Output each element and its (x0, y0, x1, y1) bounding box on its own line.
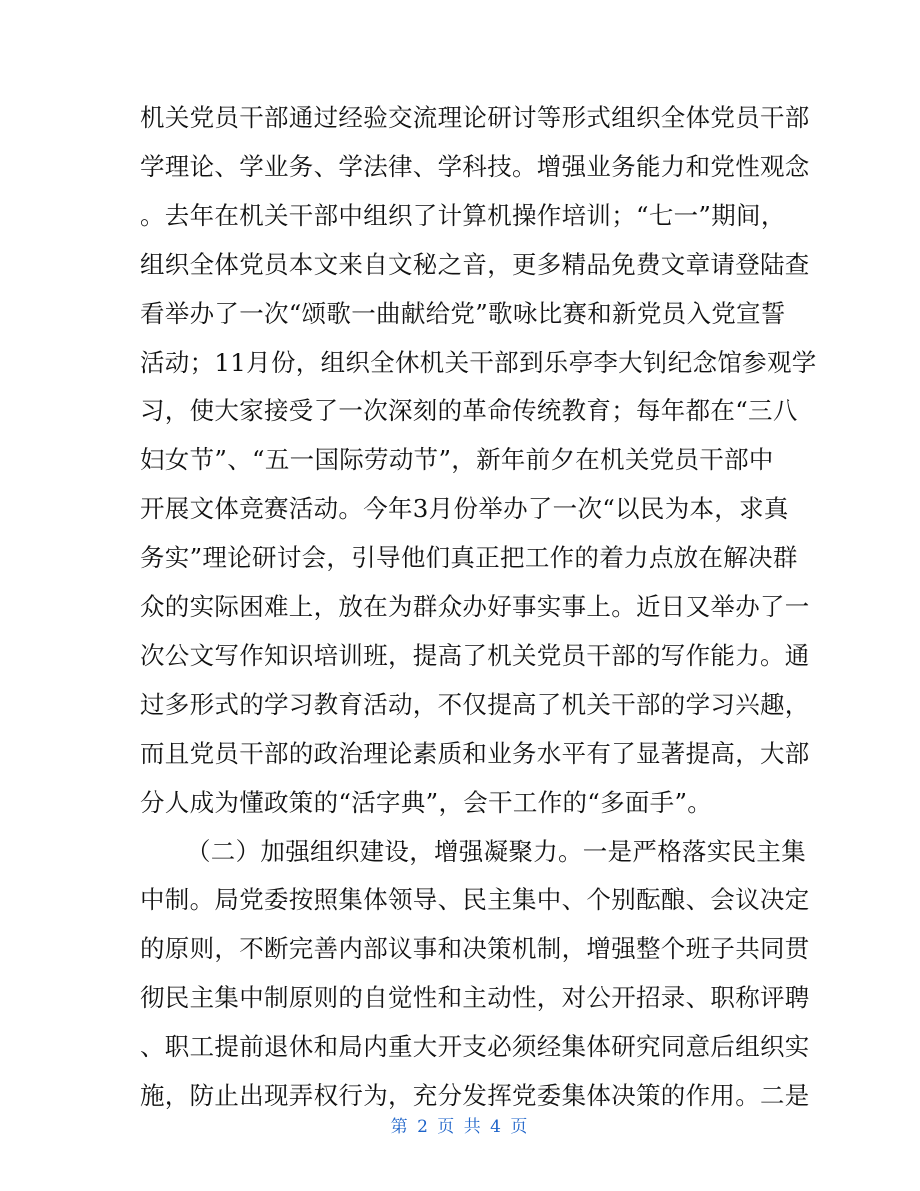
body-text-line: 务实”理论研讨会，引导他们真正把工作的着力点放在解决群 (140, 543, 798, 573)
body-text-line: 的原则，不断完善内部议事和决策机制，增强整个班子共同贯 (140, 934, 810, 964)
body-text-line: 彻民主集中制原则的自觉性和主动性，对公开招录、职称评聘 (140, 983, 810, 1013)
body-text-line: 分人成为懂政策的“活字典”，会干工作的“多面手”。 (140, 787, 713, 817)
body-text-line: 施，防止出现弄权行为，充分发挥党委集体决策的作用。二是 (140, 1081, 810, 1110)
body-text-line: 学理论、学业务、学法律、学科技。增强业务能力和党性观念 (140, 151, 810, 181)
body-text-line: 组织全体党员本文来自文秘之音，更多精品免费文章请登陆查 (140, 249, 810, 279)
body-text-line: 开展文体竞赛活动。今年3月份举办了一次“以民为本，求真 (140, 494, 789, 524)
body-text-line: 看举办了一次“颂歌一曲献给党”歌咏比赛和新党员入党宣誓 (140, 298, 786, 328)
body-text-line: 妇女节”、“五一国际劳动节”，新年前夕在机关党员干部中 (140, 445, 774, 475)
paragraph-start-line: （二）加强组织建设，增强凝聚力。一是严格落实民主集 (186, 836, 806, 866)
body-text-line: 、职工提前退休和局内重大开支必须经集体研究同意后组织实 (140, 1032, 810, 1062)
body-text-line: 众的实际困难上，放在为群众办好事实事上。近日又举办了一 (140, 592, 810, 621)
body-text-line: 过多形式的学习教育活动，不仅提高了机关干部的学习兴趣， (140, 689, 810, 719)
body-text-line: 中制。局党委按照集体领导、民主集中、个别酝酿、会议决定 (140, 885, 810, 915)
body-text-line: 。去年在机关干部中组织了计算机操作培训；“七一”期间， (140, 200, 786, 230)
body-text-line: 次公文写作知识培训班，提高了机关党员干部的写作能力。通 (140, 640, 810, 670)
body-text-line: 习，使大家接受了一次深刻的革命传统教育；每年都在“三八 (140, 396, 798, 426)
page-number-footer: 第 2 页 共 4 页 (390, 1117, 530, 1137)
body-text-line: 活动；11月份，组织全休机关干部到乐亭李大钊纪念馆参观学 (140, 347, 817, 377)
body-text-line: 机关党员干部通过经验交流理论研讨等形式组织全体党员干部 (140, 103, 810, 132)
body-text-line: 而且党员干部的政治理论素质和业务水平有了显著提高，大部 (140, 738, 810, 768)
